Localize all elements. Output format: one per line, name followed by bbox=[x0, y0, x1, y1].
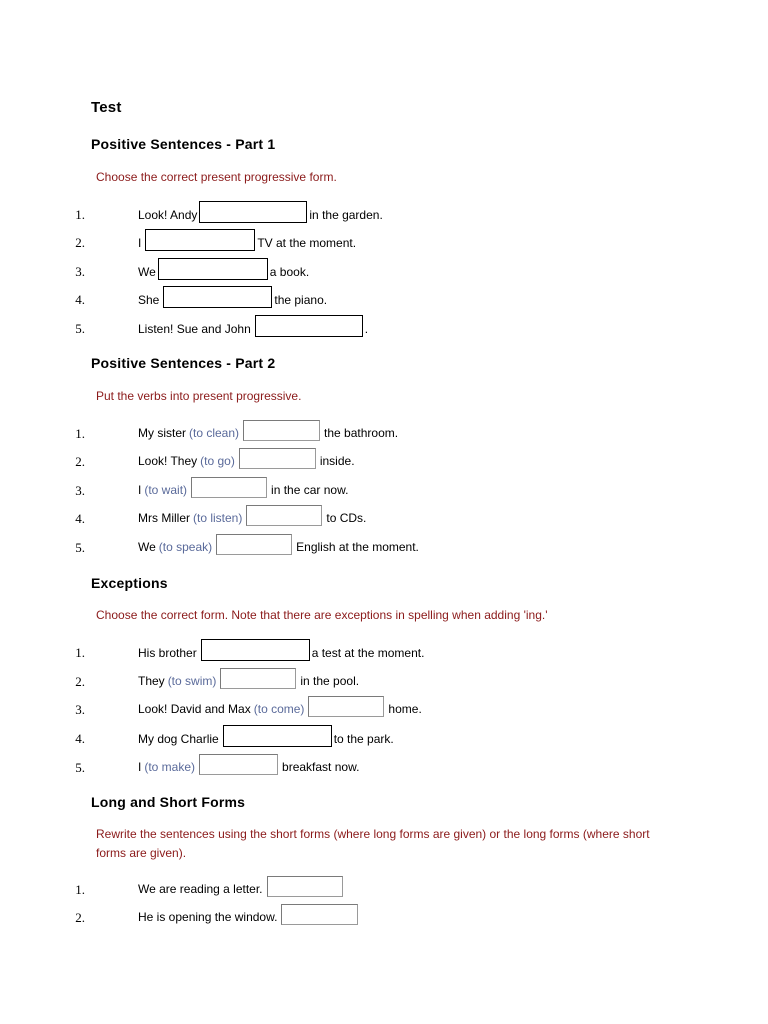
item-number: 5. bbox=[75, 321, 85, 336]
answer-input[interactable] bbox=[243, 420, 320, 441]
answer-input[interactable] bbox=[308, 696, 384, 717]
answer-dropdown[interactable] bbox=[199, 201, 307, 223]
verb-hint: (to wait) bbox=[144, 483, 188, 497]
sentence-text-after: English at the moment. bbox=[296, 540, 419, 554]
answer-input[interactable] bbox=[216, 534, 292, 555]
sentence-text-before: He is opening the window. bbox=[138, 910, 278, 924]
verb-hint: (to listen) bbox=[193, 511, 243, 525]
exercise-item bbox=[0, 504, 768, 528]
exercise-item bbox=[0, 314, 768, 338]
sentence-text-after: breakfast now. bbox=[282, 760, 360, 774]
sentence-text-before: Mrs Miller bbox=[138, 511, 190, 525]
sentence-text-before: She bbox=[138, 293, 160, 307]
answer-dropdown[interactable] bbox=[158, 258, 268, 280]
sentence-text-after: to the park. bbox=[333, 732, 394, 746]
exercise-item bbox=[0, 903, 768, 927]
verb-hint: (to clean) bbox=[189, 426, 240, 440]
sentence-text-before: I bbox=[138, 483, 142, 497]
section-instruction: Choose the correct form. Note that there are exceptions in spelling when adding 'ing.' bbox=[96, 608, 548, 622]
answer-input[interactable] bbox=[199, 754, 278, 775]
exercise-item bbox=[0, 285, 768, 309]
item-number: 2. bbox=[75, 235, 85, 250]
sentence-text-after: TV at the moment. bbox=[257, 236, 357, 250]
sentence-text-before: I bbox=[138, 236, 142, 250]
sentence-text-after: a book. bbox=[269, 265, 310, 279]
answer-input[interactable] bbox=[191, 477, 267, 498]
section-heading-long-short-forms: Long and Short Forms bbox=[91, 794, 246, 810]
sentence-text-after: home. bbox=[388, 702, 422, 716]
answer-input[interactable] bbox=[281, 904, 358, 925]
item-number: 5. bbox=[75, 540, 85, 555]
answer-input[interactable] bbox=[267, 876, 343, 897]
exercise-item bbox=[0, 257, 768, 281]
sentence-text-before: My dog Charlie bbox=[138, 732, 219, 746]
section-instruction: Rewrite the sentences using the short forms (where long forms are given) or the long forms (where short forms are given). bbox=[96, 827, 650, 860]
sentence-text-before: We bbox=[138, 265, 156, 279]
exercise-item bbox=[0, 724, 768, 748]
verb-hint: (to come) bbox=[253, 702, 305, 716]
sentence-text-after: . bbox=[364, 322, 369, 336]
answer-dropdown[interactable] bbox=[255, 315, 363, 337]
exercise-item bbox=[0, 447, 768, 471]
sentence-text-before: They bbox=[138, 674, 165, 688]
exercise-item bbox=[0, 753, 768, 777]
item-number: 3. bbox=[75, 702, 85, 717]
sentence-text-after: a test at the moment. bbox=[311, 646, 425, 660]
sentence-text-after: to CDs. bbox=[326, 511, 367, 525]
sentence-text-after: the piano. bbox=[274, 293, 328, 307]
sentence-text-after: the bathroom. bbox=[324, 426, 399, 440]
item-number: 1. bbox=[75, 645, 85, 660]
verb-hint: (to swim) bbox=[167, 674, 217, 688]
section-heading-positive-part-1: Positive Sentences - Part 1 bbox=[91, 136, 276, 152]
sentence-text-after: inside. bbox=[319, 454, 355, 468]
item-number: 1. bbox=[75, 426, 85, 441]
sentence-text-before: My sister bbox=[138, 426, 186, 440]
section-heading-exceptions: Exceptions bbox=[91, 575, 168, 591]
sentence-text-after: in the pool. bbox=[300, 674, 360, 688]
item-number: 4. bbox=[75, 292, 85, 307]
exercise-item bbox=[0, 200, 768, 224]
sentence-text-after: in the garden. bbox=[309, 208, 383, 222]
sentence-text-before: Listen! Sue and John bbox=[138, 322, 251, 336]
answer-dropdown[interactable] bbox=[223, 725, 332, 747]
exercise-item bbox=[0, 638, 768, 662]
verb-hint: (to make) bbox=[144, 760, 196, 774]
exercise-item bbox=[0, 875, 768, 899]
sentence-text-before: We bbox=[138, 540, 156, 554]
sentence-text-before: I bbox=[138, 760, 142, 774]
section-heading-positive-part-2: Positive Sentences - Part 2 bbox=[91, 355, 276, 371]
answer-dropdown[interactable] bbox=[145, 229, 255, 251]
sentence-text-before: His brother bbox=[138, 646, 197, 660]
page-title: Test bbox=[91, 99, 122, 116]
item-number: 5. bbox=[75, 760, 85, 775]
item-number: 2. bbox=[75, 910, 85, 925]
item-number: 3. bbox=[75, 483, 85, 498]
exercise-item bbox=[0, 228, 768, 252]
item-number: 1. bbox=[75, 882, 85, 897]
exercise-item bbox=[0, 476, 768, 500]
sentence-text-before: We are reading a letter. bbox=[138, 882, 263, 896]
section-instruction: Put the verbs into present progressive. bbox=[96, 389, 302, 403]
exercise-item bbox=[0, 667, 768, 691]
verb-hint: (to go) bbox=[200, 454, 235, 468]
answer-input[interactable] bbox=[239, 448, 316, 469]
exercise-item bbox=[0, 533, 768, 557]
sentence-text-before: Look! They bbox=[138, 454, 198, 468]
sentence-text-after: in the car now. bbox=[271, 483, 349, 497]
item-number: 2. bbox=[75, 454, 85, 469]
section-instruction: Choose the correct present progressive form. bbox=[96, 170, 337, 184]
exercise-item bbox=[0, 419, 768, 443]
item-number: 2. bbox=[75, 674, 85, 689]
sentence-text-before: Look! Andy bbox=[138, 208, 198, 222]
answer-input[interactable] bbox=[220, 668, 296, 689]
item-number: 4. bbox=[75, 511, 85, 526]
verb-hint: (to speak) bbox=[158, 540, 213, 554]
exercise-item bbox=[0, 695, 768, 719]
answer-dropdown[interactable] bbox=[201, 639, 310, 661]
answer-dropdown[interactable] bbox=[163, 286, 272, 308]
item-number: 3. bbox=[75, 264, 85, 279]
answer-input[interactable] bbox=[246, 505, 322, 526]
item-number: 1. bbox=[75, 207, 85, 222]
item-number: 4. bbox=[75, 731, 85, 746]
sentence-text-before: Look! David and Max bbox=[138, 702, 251, 716]
